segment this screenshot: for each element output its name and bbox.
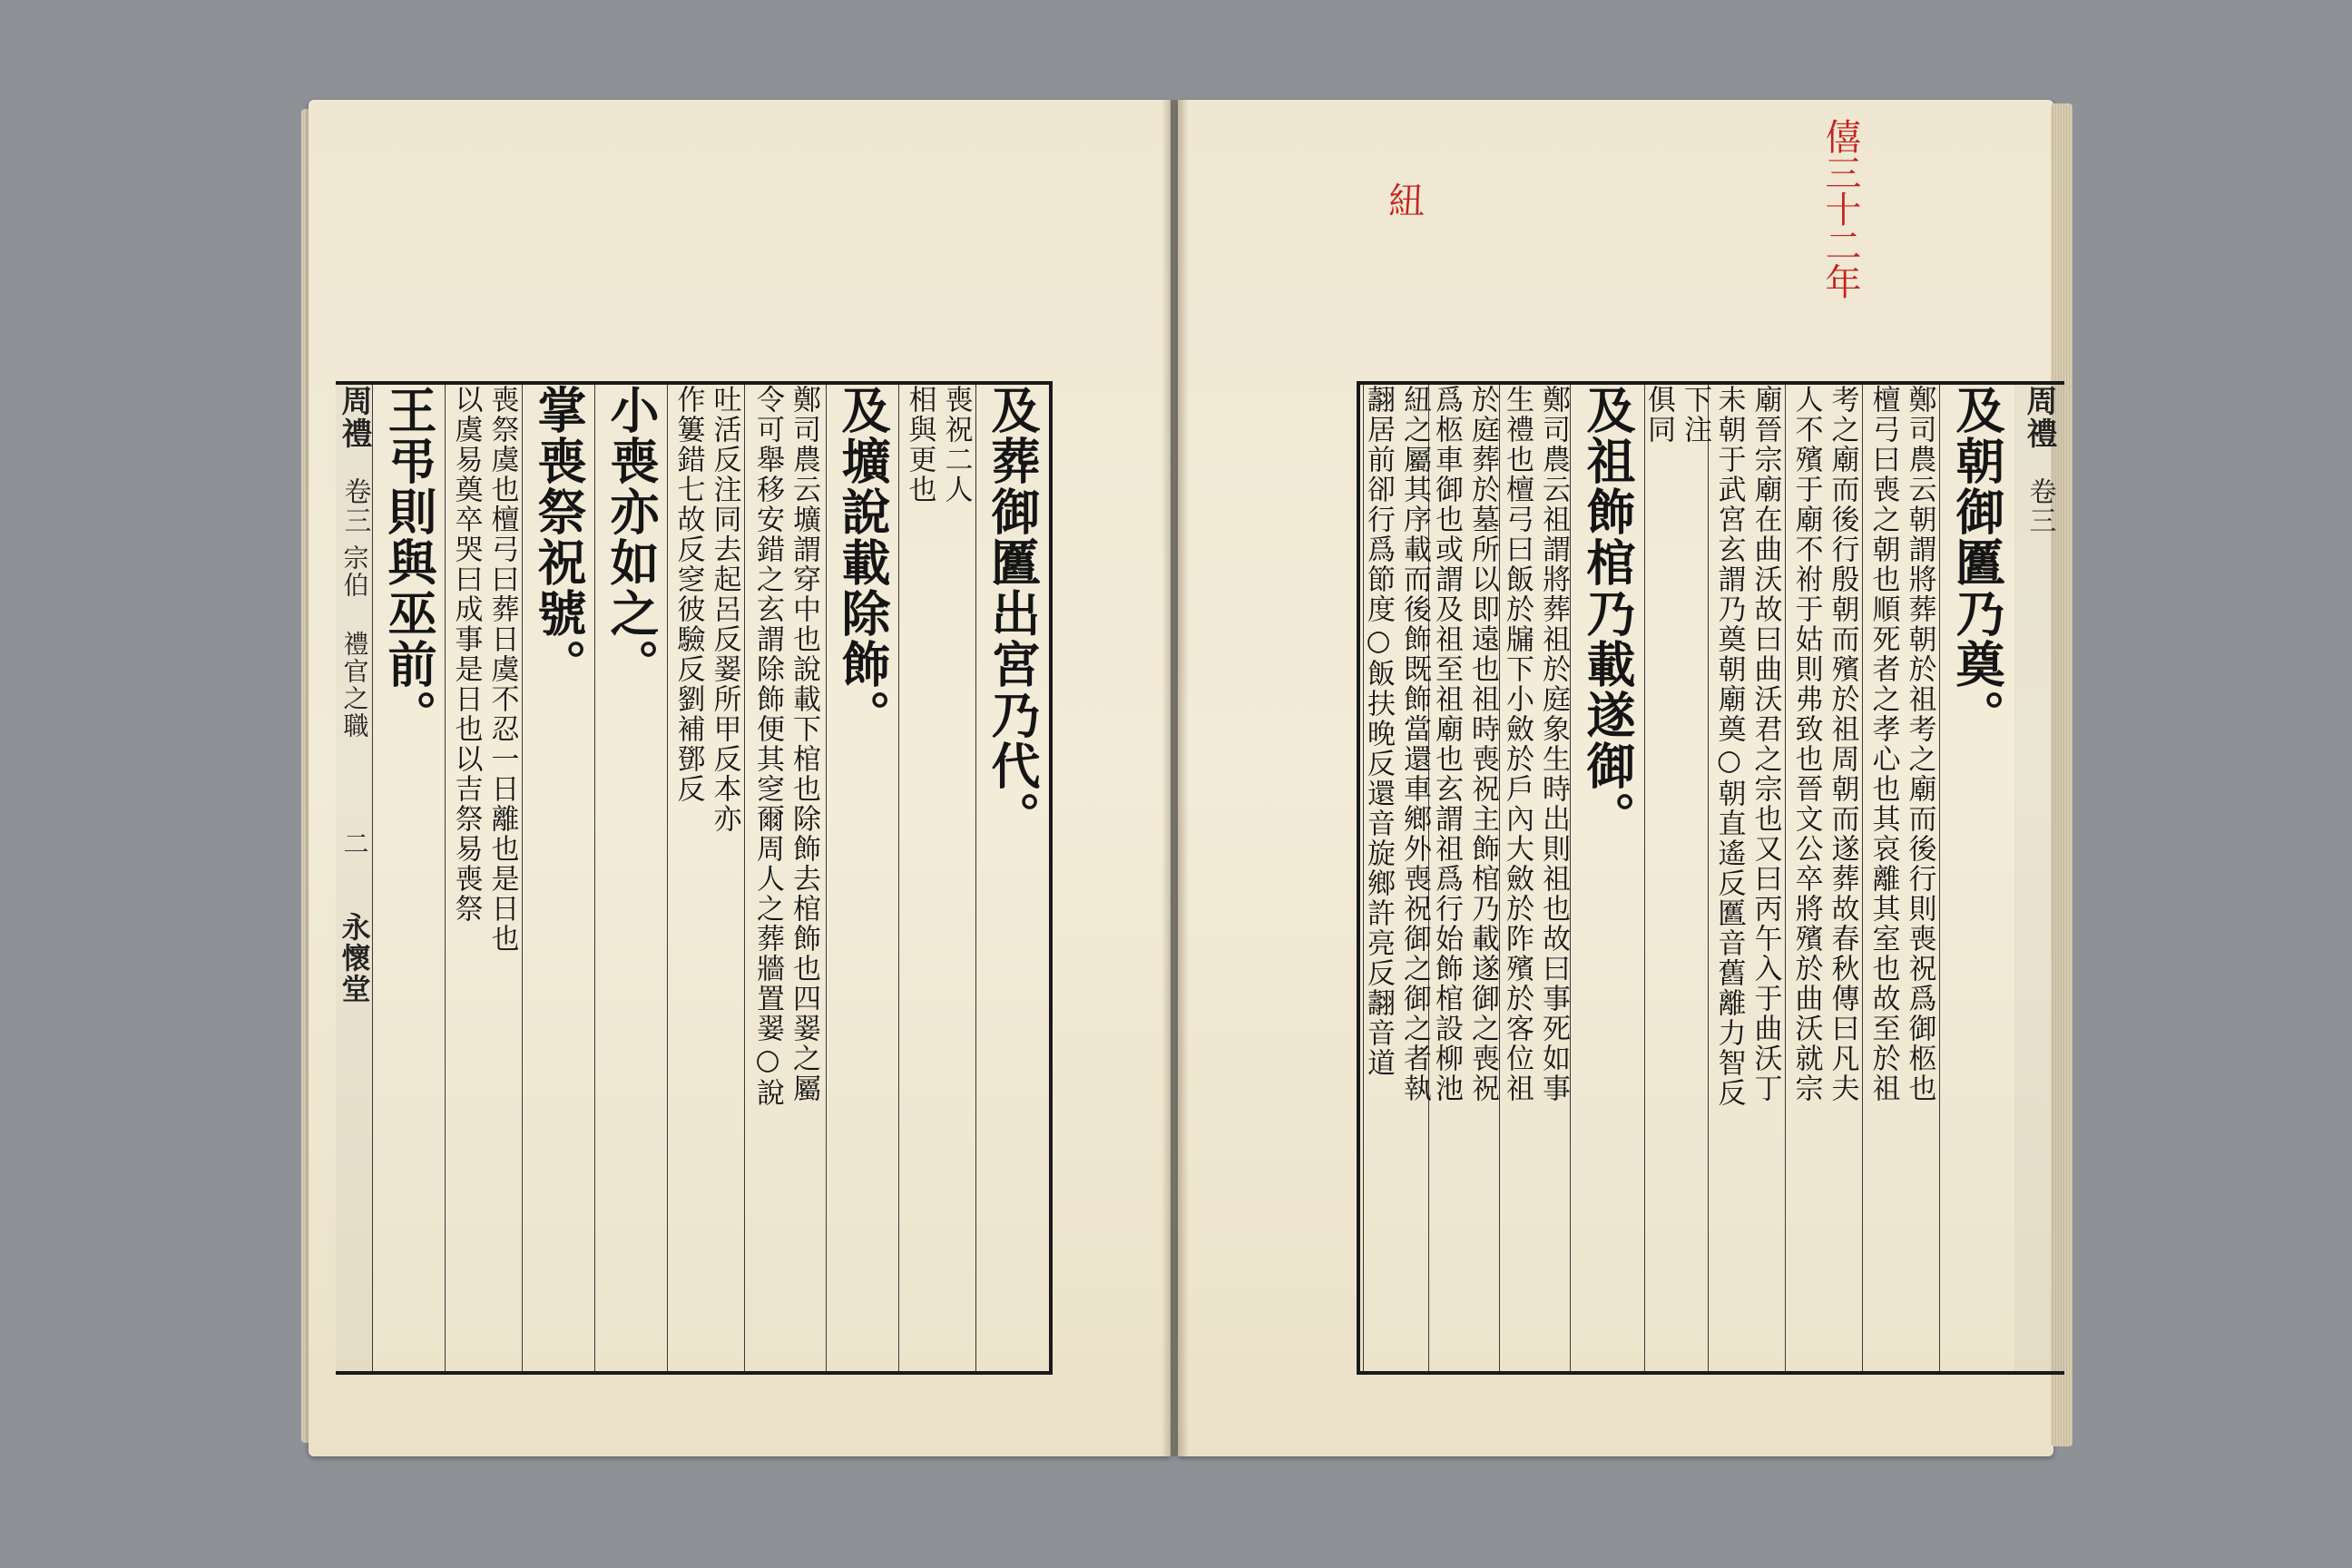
column-0 bbox=[975, 385, 1049, 1371]
column-5 bbox=[594, 385, 668, 1371]
right-spine-column bbox=[2014, 385, 2064, 1371]
main-text-6: 掌喪祭祝號。 bbox=[530, 385, 588, 690]
r-main-text-5: 及祖飾棺乃載遂御。 bbox=[1579, 385, 1637, 842]
note-1b: 相與更也 bbox=[903, 385, 936, 505]
red-annotation-character: 紐 bbox=[1388, 181, 1425, 222]
note-pair-7 bbox=[451, 385, 518, 954]
r-column-5 bbox=[1570, 385, 1645, 1371]
left-spine-column bbox=[336, 385, 373, 1371]
r-column-8 bbox=[1363, 385, 1429, 1371]
column-1 bbox=[898, 385, 976, 1371]
r-column-7 bbox=[1428, 385, 1500, 1371]
r-note-2b: 人不殯于廟不祔于姑則弗致也晉文公卒將殯於曲沃就宗 bbox=[1789, 385, 1823, 1103]
r-note-pair-2 bbox=[1791, 385, 1858, 1103]
right-spine-volume: 卷三 bbox=[2024, 477, 2056, 535]
r-note-3a: 廟晉宗廟在曲沃故曰曲沃君之宗也又曰丙午入于曲沃丁 bbox=[1749, 385, 1782, 1103]
right-spine-title: 周禮 bbox=[2021, 385, 2057, 450]
left-text-frame bbox=[336, 381, 1053, 1375]
note-4b: 作簍錯七故反窆彼驗反劉補鄧反 bbox=[671, 385, 705, 804]
r-column-1 bbox=[1862, 385, 1940, 1371]
main-text-0: 及葬御匶出宮乃代。 bbox=[984, 385, 1042, 842]
left-spine-volume: 卷三 bbox=[338, 477, 371, 535]
r-note-6a: 鄭司農云祖謂將葬祖於庭象生時出則祖也故曰事死如事 bbox=[1537, 385, 1570, 1103]
column-6 bbox=[522, 385, 595, 1371]
right-text-frame bbox=[1357, 381, 2064, 1375]
r-column-2 bbox=[1785, 385, 1863, 1371]
r-column-3 bbox=[1708, 385, 1786, 1371]
r-note-7a: 於庭葬於墓所以即遠也祖時喪祝主飾棺乃載遂御之喪祝 bbox=[1466, 385, 1499, 1103]
r-main-text-0: 及朝御匶乃奠。 bbox=[1948, 385, 2006, 740]
main-text-5: 小喪亦如之。 bbox=[603, 385, 661, 690]
publisher-name: 永懷堂 bbox=[337, 912, 372, 1004]
r-note-8b: 翿居前卻行爲節度○飯扶晚反還音旋鄉許亮反翿音道 bbox=[1362, 385, 1395, 1078]
book-gutter bbox=[1161, 100, 1189, 1456]
note-pair-4 bbox=[673, 385, 740, 834]
main-text-8: 王弔則與巫前。 bbox=[380, 385, 438, 740]
r-column-4 bbox=[1644, 385, 1709, 1371]
note-pair-3 bbox=[752, 385, 819, 1108]
note-7b: 以虞易奠卒哭曰成事是日也以吉祭易喪祭 bbox=[449, 385, 483, 924]
r-column-6 bbox=[1499, 385, 1571, 1371]
column-7 bbox=[445, 385, 523, 1371]
column-8 bbox=[372, 385, 446, 1371]
column-2 bbox=[826, 385, 899, 1371]
r-note-7b: 爲柩車御也或謂及祖至祖廟也玄謂祖爲行始飾棺設柳池 bbox=[1430, 385, 1463, 1103]
r-note-1b: 檀弓曰喪之朝也順死者之孝心也其哀離其室也故至於祖 bbox=[1867, 385, 1900, 1103]
r-note-1a: 鄭司農云朝謂將葬朝於祖考之廟而後行則喪祝爲御柩也 bbox=[1903, 385, 1936, 1103]
r-note-pair-8 bbox=[1363, 385, 1430, 1103]
r-note-4a: 下注 bbox=[1679, 385, 1711, 445]
r-note-pair-1 bbox=[1868, 385, 1936, 1103]
r-note-pair-3 bbox=[1714, 385, 1781, 1108]
note-pair-1 bbox=[905, 385, 972, 505]
note-3b: 令可舉移安錯之玄謂除飾便其窆爾周人之葬牆置翣○說 bbox=[751, 385, 784, 1108]
r-note-pair-4 bbox=[1643, 385, 1710, 445]
r-note-3b: 未朝于武宮玄謂乃奠朝廟奠○朝直遙反匶音舊離力智反 bbox=[1712, 385, 1746, 1108]
note-1a: 喪祝二人 bbox=[939, 385, 973, 505]
left-spine-section: 宗伯 禮官之職 bbox=[339, 544, 370, 740]
column-3 bbox=[744, 385, 827, 1371]
main-text-2: 及壙說載除飾。 bbox=[834, 385, 892, 740]
left-page-number: 二 bbox=[339, 830, 370, 858]
note-3a: 鄭司農云壙謂穿中也說載下棺也除飾去棺飾也四翣之屬 bbox=[788, 385, 820, 1103]
note-4a: 吐活反注同去起呂反翣所甲反本亦 bbox=[708, 385, 741, 834]
r-note-pair-6 bbox=[1502, 385, 1569, 1103]
r-note-8a: 紐之屬其序載而後飾既飾當還車鄉外喪祝御之御之者執 bbox=[1398, 385, 1431, 1103]
red-annotation-reign-year: 僖三十二年 bbox=[1819, 118, 1861, 299]
r-column-0 bbox=[1939, 385, 2014, 1371]
column-4 bbox=[667, 385, 745, 1371]
r-note-pair-7 bbox=[1431, 385, 1498, 1103]
left-spine-title: 周禮 bbox=[336, 385, 372, 450]
r-note-4b: 俱同 bbox=[1642, 385, 1675, 445]
r-note-6b: 生禮也檀弓曰飯於牖下小斂於戶內大斂於阼殯於客位祖 bbox=[1501, 385, 1534, 1103]
r-note-2a: 考之廟而後行殷朝而殯於祖周朝而遂葬故春秋傳曰凡夫 bbox=[1826, 385, 1859, 1103]
note-7a: 喪祭虞也檀弓曰葬日虞不忍一日離也是日也 bbox=[485, 385, 519, 954]
open-book bbox=[309, 91, 2069, 1470]
